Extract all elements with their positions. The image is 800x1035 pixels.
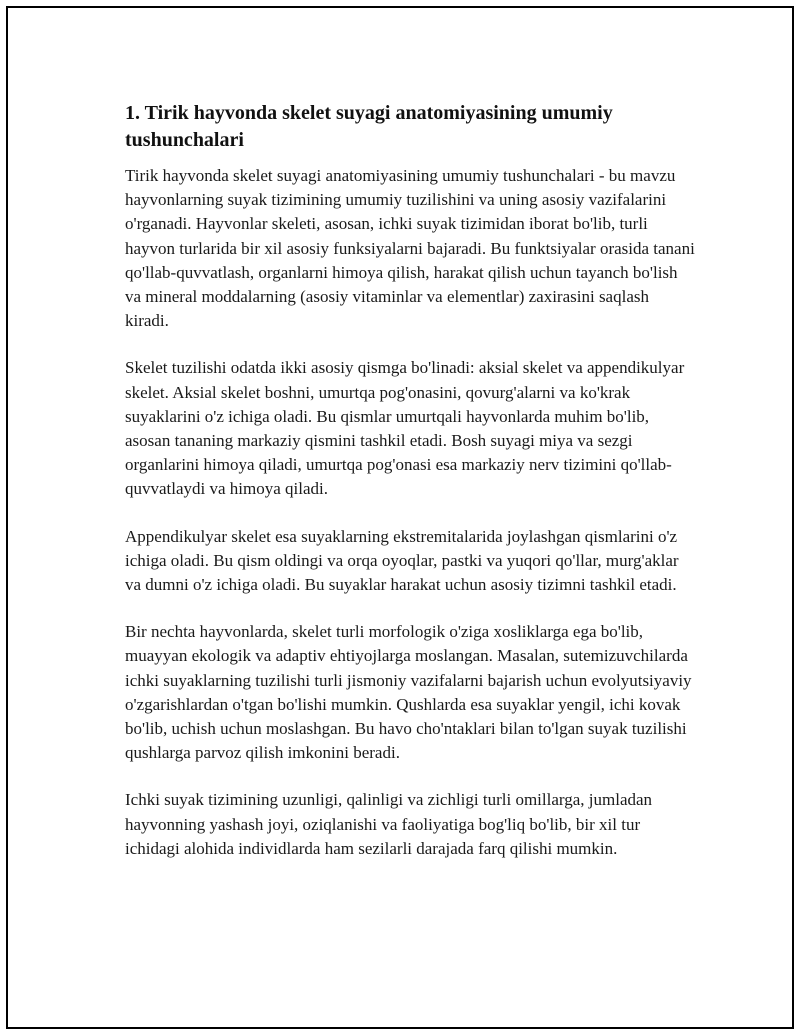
paragraph-4: Bir nechta hayvonlarda, skelet turli morfologik o'ziga xosliklarga ega bo'lib, muayyan ekologik va adaptiv ehtiyojlarga moslangan. Masalan, sutemizuvchilarda ichki suyaklarning tuzilishi turli jismoniy vazifalarni bajarish uchun evolyutsiyaviy o'zgarishlardan o'tgan bo'lishi mumkin. Qushlarda esa suyaklar yengil, ichi kovak bo'lib, uchish uchun moslashgan. Bu havo cho'ntaklari bilan to'lgan suyak tuzilishi qushlarga parvoz qilish imkonini beradi.	[125, 622, 692, 763]
paragraph-1: Tirik hayvonda skelet suyagi anatomiyasining umumiy tushunchalari - bu mavzu hayvonlarning suyak tizimining umumiy tuzilishini va uning asosiy vazifalarini o'rganadi. Hayvonlar skeleti, asosan, ichki suyak tizimidan iborat bo'lib, turli hayvon turlarida bir xil asosiy funksiyalarni bajaradi. Bu funktsiyalar orasida tanani qo'llab-quvvatlash, organlarni himoya qilish, harakat qilish uchun tayanch bo'lish va mineral moddalarning (asosiy vitaminlar va elementlar) zaxirasini saqlash kiradi.	[125, 166, 695, 331]
section-heading: 1. Tirik hayvonda skelet suyagi anatomiyasining umumiy tushunchalari	[125, 102, 613, 151]
paragraph-3: Appendikulyar skelet esa suyaklarning ekstremitalarida joylashgan qismlarini o'z ichiga oladi. Bu qism oldingi va orqa oyoqlar, pastki va yuqori qo'llar, murg'aklar va dumni o'z ichiga oladi. Bu suyaklar harakat uchun asosiy tizimni tashkil etadi.	[125, 526, 679, 595]
paragraph-5: Ichki suyak tizimining uzunligi, qalinligi va zichligi turli omillarga, jumladan hayvonning yashash joyi, oziqlanishi va faoliyatiga bog'liq bo'lib, bir xil tur ichidagi alohida individlarda ham sezilarli darajada farq qilishi mumkin.	[125, 790, 653, 858]
paragraph-2: Skelet tuzilishi odatda ikki asosiy qismga bo'linadi: aksial skelet va appendikulyar skelet. Aksial skelet boshni, umurtqa pog'onasini, qovurg'alarni va ko'krak suyaklarini o'z ichiga oladi. Bu qismlar umurtqali hayvonlarda muhim bo'lib, asosan tananing markaziy qismini tashkil etadi. Bosh suyagi miya va sezgi organlarini himoya qiladi, umurtqa pog'onasi esa markaziy nerv tizimini qo'llab-quvvatlaydi va himoya qiladi.	[125, 358, 685, 499]
document-body	[125, 100, 695, 861]
page-border	[6, 6, 794, 1029]
